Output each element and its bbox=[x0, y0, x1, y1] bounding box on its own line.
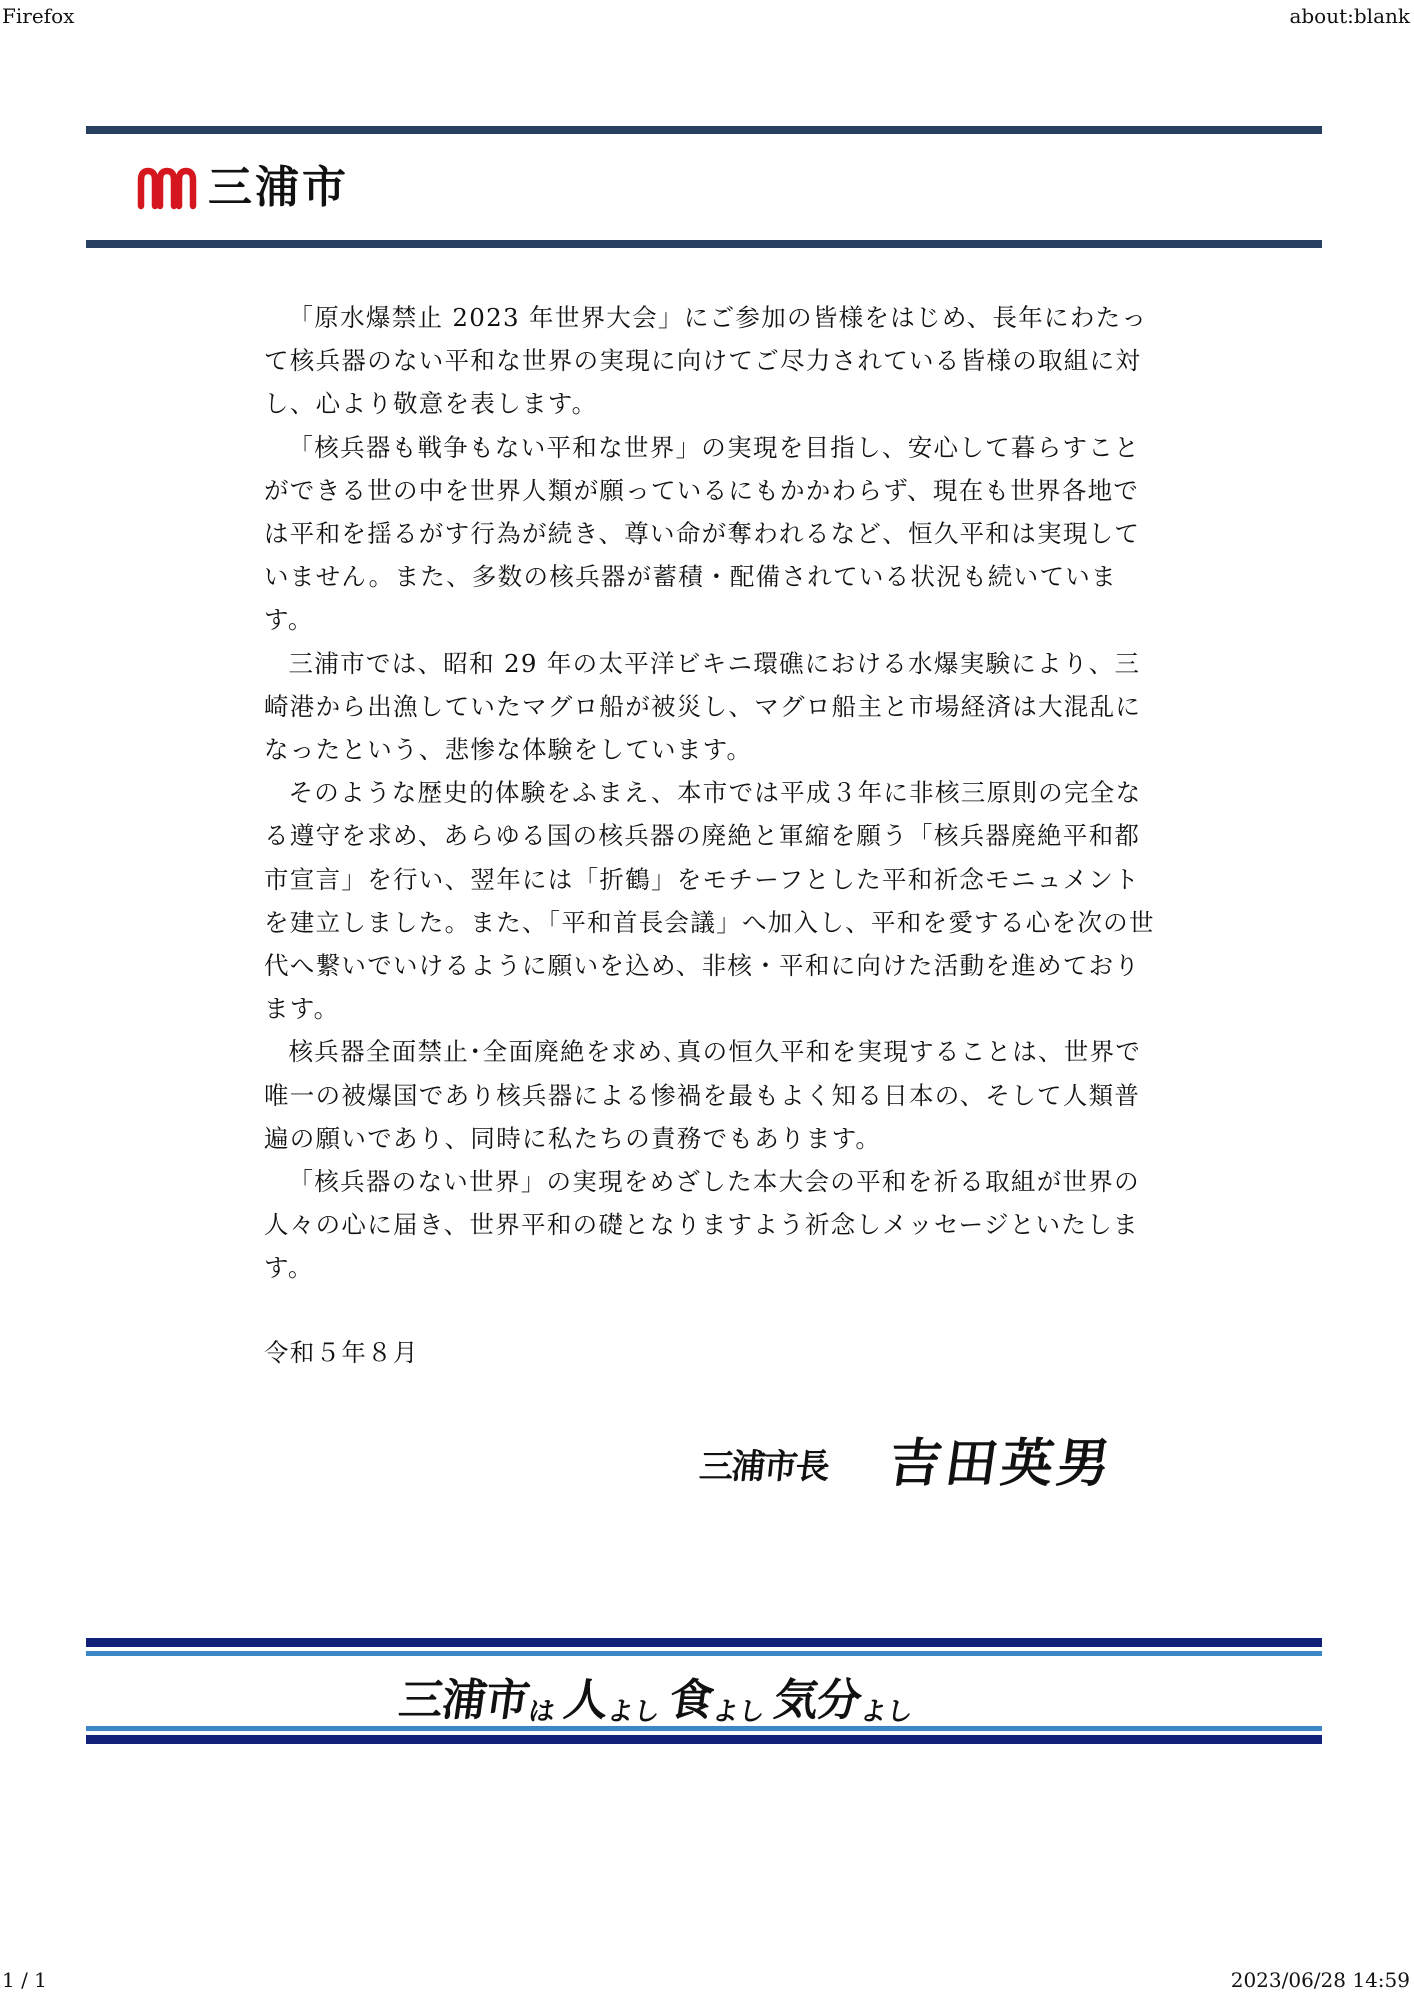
print-footer-timestamp: 2023/06/28 14:59 bbox=[1230, 1968, 1410, 1992]
slogan-yoshi-3: よし bbox=[858, 1697, 915, 1727]
slogan-mood: 気分 bbox=[770, 1675, 864, 1726]
header-bottom-rule bbox=[86, 240, 1322, 248]
print-footer-page: 1 / 1 bbox=[2, 1968, 47, 1992]
signature-name: 吉田英男 bbox=[885, 1433, 1118, 1494]
slogan-yoshi-1: よし bbox=[605, 1697, 662, 1727]
slogan-rule-top-navy bbox=[86, 1638, 1322, 1647]
signature-title: 三浦市長 bbox=[697, 1447, 830, 1487]
city-slogan bbox=[395, 1664, 1020, 1728]
message-paragraph-1: 「原水爆禁止 2023 年世界大会」にご参加の皆様をはじめ、長年にわたって核兵器のない平和な世界の実現に向けてご尽力されている皆様の取組に対し、心より敬意を表します。 bbox=[264, 303, 1148, 419]
slogan-city: 三浦市 bbox=[395, 1675, 532, 1726]
slogan-rule-top-blue bbox=[86, 1651, 1322, 1656]
print-header-url: about:blank bbox=[1289, 4, 1410, 28]
slogan-yoshi-2: よし bbox=[710, 1697, 767, 1727]
slogan-food: 食 bbox=[665, 1675, 716, 1726]
slogan-particle: は bbox=[526, 1697, 557, 1727]
message-body bbox=[264, 296, 1164, 1290]
miura-city-emblem-icon bbox=[136, 166, 198, 210]
city-name: 三浦市 bbox=[208, 162, 349, 213]
message-paragraph-3: 三浦市では、昭和 29 年の太平洋ビキニ環礁における水爆実験により、三崎港から出漁していたマグロ船が被災し、マグロ船主と市場経済は大混乱になったという、悲惨な体験をしています。 bbox=[264, 648, 1142, 765]
message-paragraph-2: 「核兵器も戦争もない平和な世界」の実現を目指し、安心して暮らすことができる世の中を世界人類が願っているにもかかわらず、現在も世界各地では平和を揺るがす行為が続き、尊い命が奪われるなど、恒久平和は実現していません。また、多数の核兵器が蓄積・配備されている状況も続いています。 bbox=[264, 432, 1141, 635]
message-paragraph-4: そのような歴史的体験をふまえ、本市では平成３年に非核三原則の完全なる遵守を求め、あらゆる国の核兵器の廃絶と軍縮を願う「核兵器廃絶平和都市宣言」を行い、翌年には「折鶴」をモチーフとした平和祈念モニュメントを建立しました。また、「平和首長会議」へ加入し、平和を愛する心を次の世代へ繋いでいけるように願いを込め、非核・平和に向けた活動を進めております。 bbox=[264, 778, 1155, 1024]
slogan-people: 人 bbox=[560, 1675, 611, 1726]
message-paragraph-5: 核兵器全面禁止･全面廃絶を求め､真の恒久平和を実現することは、世界で唯一の被爆国であり核兵器による惨禍を最もよく知る日本の、そして人類普遍の願いであり、同時に私たちの責務でもあります。 bbox=[264, 1037, 1142, 1153]
slogan-rule-bottom-navy bbox=[86, 1735, 1322, 1744]
header-top-rule bbox=[86, 126, 1322, 134]
message-date: 令和５年８月 bbox=[264, 1338, 419, 1367]
signature bbox=[697, 1418, 1120, 1496]
message-paragraph-6: 「核兵器のない世界」の実現をめざした本大会の平和を祈る取組が世界の人々の心に届き、世界平和の礎となりますよう祈念しメッセージといたします。 bbox=[264, 1167, 1140, 1283]
letterhead bbox=[136, 162, 349, 214]
print-header-app: Firefox bbox=[2, 4, 75, 28]
